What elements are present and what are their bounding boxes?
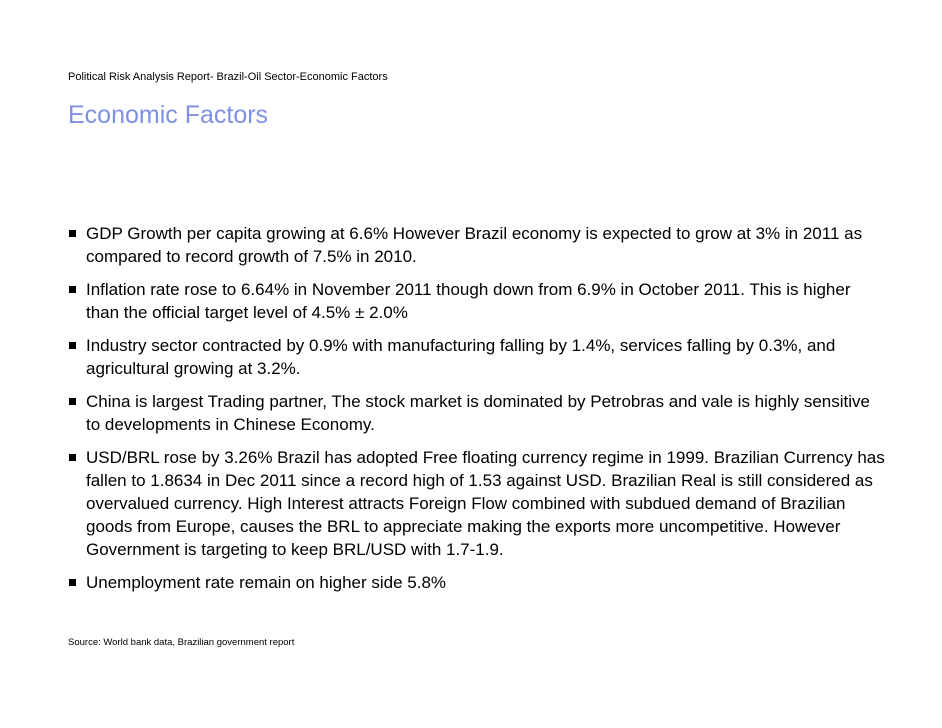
- square-bullet-icon: [69, 286, 76, 293]
- square-bullet-icon: [69, 342, 76, 349]
- bullet-text: GDP Growth per capita growing at 6.6% However Brazil economy is expected to grow at 3% in 2011 as compared to record growth of 7.5% in 2010.: [86, 224, 863, 266]
- square-bullet-icon: [69, 454, 76, 461]
- page-title: Economic Factors: [68, 101, 269, 129]
- bullet-list: [68, 222, 888, 604]
- square-bullet-icon: [69, 579, 76, 586]
- bullet-item-unemployment: [68, 571, 888, 594]
- square-bullet-icon: [69, 230, 76, 237]
- bullet-text: Industry sector contracted by 0.9% with manufacturing falling by 1.4%, services falling by 0.3%, and agricultural growing at 3.2%.: [86, 336, 836, 378]
- report-header: Political Risk Analysis Report- Brazil-Oil Sector-Economic Factors: [68, 71, 388, 83]
- bullet-item-industry: [68, 334, 888, 380]
- bullet-item-inflation: [68, 278, 888, 324]
- bullet-text: China is largest Trading partner, The stock market is dominated by Petrobras and vale is highly sensitive to developments in Chinese Economy.: [86, 392, 870, 434]
- bullet-item-gdp: [68, 222, 888, 268]
- bullet-item-currency: [68, 446, 888, 561]
- bullet-text: Unemployment rate remain on higher side 5.8%: [86, 573, 447, 592]
- bullet-item-china: [68, 390, 888, 436]
- square-bullet-icon: [69, 398, 76, 405]
- source-note: Source: World bank data, Brazilian government report: [68, 637, 295, 648]
- bullet-text: USD/BRL rose by 3.26% Brazil has adopted Free floating currency regime in 1999. Brazilian Currency has fallen to 1.8634 in Dec 2011 since a record high of 1.53 against USD. Brazilian Real is still considered as overvalued currency. High Interest attracts Foreign Flow combined with subdued demand of Brazilian goods from Europe, causes the BRL to appreciate making the exports more uncompetitive. However Government is targeting to keep BRL/USD with 1.7-1.9.: [86, 448, 885, 559]
- bullet-text: Inflation rate rose to 6.64% in November 2011 though down from 6.9% in October 2011. This is higher than the official target level of 4.5% ± 2.0%: [86, 280, 851, 322]
